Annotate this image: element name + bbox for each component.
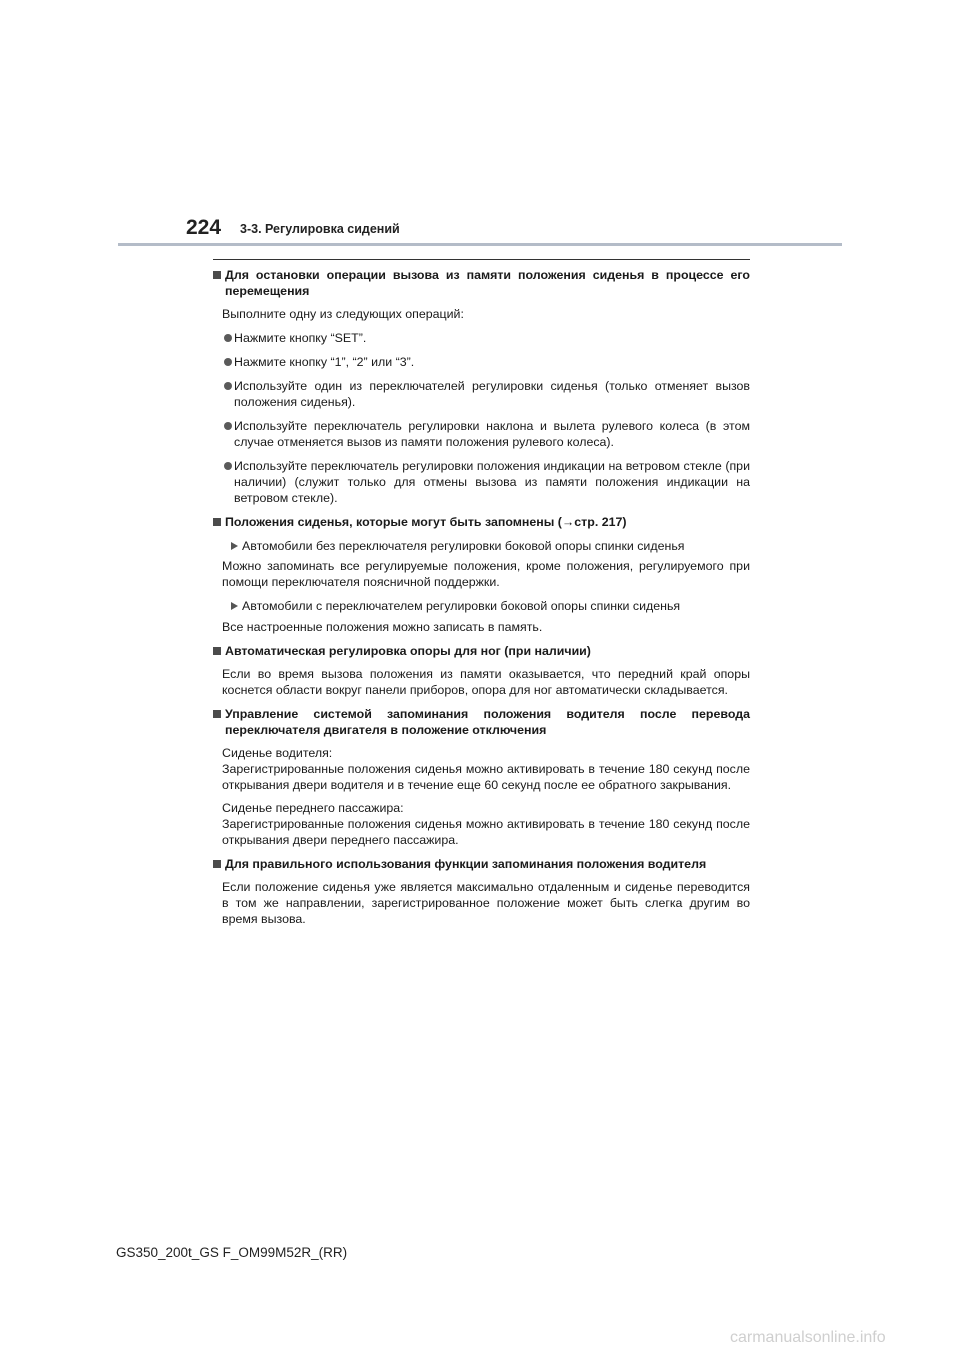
section-heading [213,706,750,738]
list-item [213,378,750,410]
square-bullet-icon [213,860,221,868]
list-item [213,330,750,346]
square-bullet-icon [213,518,221,526]
list-item-text: Используйте переключатель регулировки положения индикации на ветровом стекле (при наличии) (служит только для отмены вызова из памяти положения индикации на ветровом стекле). [234,459,750,505]
list-item-text: Используйте переключатель регулировки наклона и вылета рулевого колеса (в этом случае отменяется вызов из памяти положения рулевого колеса). [234,419,750,449]
square-bullet-icon [213,710,221,718]
variant-label-text: Автомобили без переключателя регулировки боковой опоры спинки сиденья [242,539,685,553]
paragraph-title: Сиденье водителя: [222,746,333,760]
list-item-text: Нажмите кнопку “1”, “2” или “3”. [234,355,415,369]
list-item-text: Нажмите кнопку “SET”. [234,331,367,345]
square-bullet-icon [213,271,221,279]
paragraph: Можно запоминать все регулируемые положения, кроме положения, регулируемого при помощи переключателя поясничной поддержки. [222,559,750,589]
content-divider [213,259,750,260]
section-heading [213,514,750,530]
variant-label [213,598,750,614]
page-content [213,267,750,927]
list-item-text: Используйте один из переключателей регулировки сиденья (только отменяет вызов положения сиденья). [234,379,750,409]
list-item [213,354,750,370]
heading-text: Управление системой запоминания положения водителя после перевода переключателя двигателя в положение отключения [225,707,750,737]
section-heading [213,643,750,659]
section-title: 3-3. Регулировка сидений [240,222,400,236]
circle-bullet-icon [224,334,232,342]
paragraph: Если во время вызова положения из памяти оказывается, что передний край опоры коснется области вокруг панели приборов, опора для ног автоматически складывается. [222,667,750,697]
paragraph-title: Сиденье переднего пассажира: [222,801,404,815]
list-item [213,418,750,450]
variant-label [213,538,750,554]
triangle-bullet-icon [231,542,238,550]
paragraph: Если положение сиденья уже является максимально отдаленным и сиденье переводится в том же направлении, зарегистрированное положение может быть слегка другим во время вызова. [222,880,750,926]
square-bullet-icon [213,647,221,655]
paragraph: Зарегистрированные положения сиденья можно активировать в течение 180 секунд после открывания двери переднего пассажира. [222,817,750,847]
heading-text: Автоматическая регулировка опоры для ног (при наличии) [225,644,591,658]
heading-text: Положения сиденья, которые могут быть запомнены (→стр. 217) [225,515,627,529]
variant-label-text: Автомобили с переключателем регулировки боковой опоры спинки сиденья [242,599,681,613]
header-rule [118,243,842,246]
circle-bullet-icon [224,462,232,470]
circle-bullet-icon [224,422,232,430]
heading-text: Для правильного использования функции запоминания положения водителя [225,857,707,871]
paragraph: Выполните одну из следующих операций: [222,307,464,321]
paragraph: Все настроенные положения можно записать в память. [222,620,543,634]
heading-text: Для остановки операции вызова из памяти положения сиденья в процессе его перемещения [225,268,750,298]
circle-bullet-icon [224,358,232,366]
list-item [213,458,750,506]
page-number: 224 [186,216,222,239]
section-heading [213,267,750,299]
paragraph: Зарегистрированные положения сиденья можно активировать в течение 180 секунд после открывания двери водителя и в течение еще 60 секунд после ее обратного закрывания. [222,762,750,792]
circle-bullet-icon [224,382,232,390]
section-heading [213,856,750,872]
watermark: carmanualsonline.info [730,1329,886,1346]
triangle-bullet-icon [231,602,238,610]
footer-model-code: GS350_200t_GS F_OM99M52R_(RR) [116,1245,348,1260]
